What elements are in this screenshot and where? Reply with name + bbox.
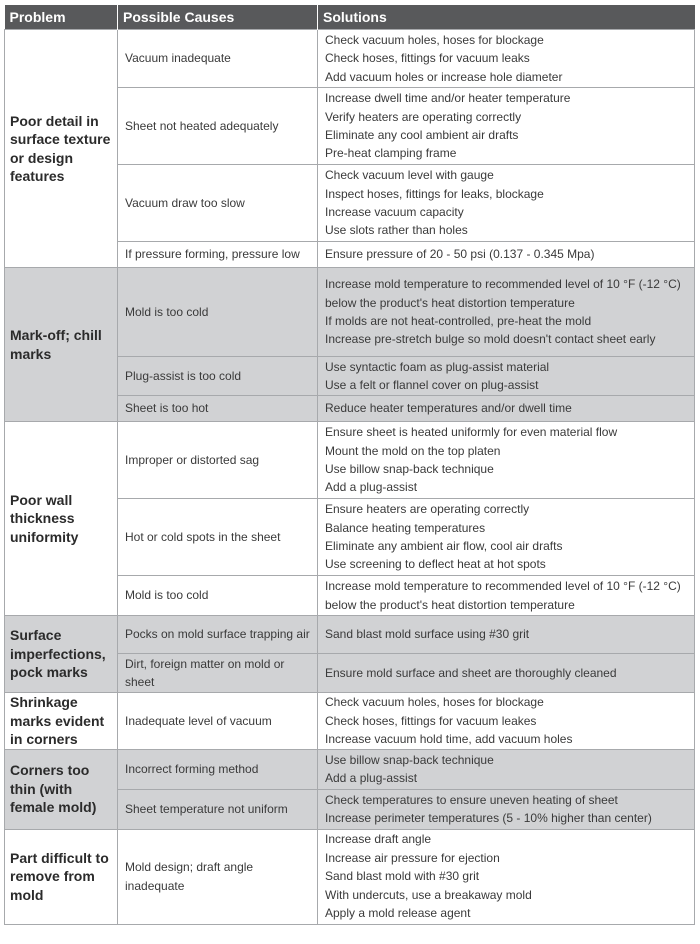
solution-line: Add vacuum holes or increase hole diameter	[325, 69, 563, 84]
solution-line: Verify heaters are operating correctly	[325, 109, 522, 124]
solution-line: Apply a mold release agent	[325, 906, 471, 921]
solution-line: Ensure heaters are operating correctly	[325, 502, 530, 517]
solution-line: Ensure pressure of 20 - 50 psi (0.137 - 0.345 Mpa)	[325, 247, 595, 262]
cause-cell: Vacuum draw too slow	[118, 165, 318, 242]
solution-line: Pre-heat clamping frame	[325, 146, 457, 161]
cause-cell: Mold is too cold	[118, 268, 318, 357]
problem-cell: Shrinkage marks evident in corners	[5, 693, 118, 750]
solution-line: Use billow snap-back technique	[325, 462, 494, 476]
solution-line: Ensure mold surface and sheet are thoroughly cleaned	[325, 665, 617, 680]
solutions-cell	[318, 789, 695, 829]
cause-cell: Improper or distorted sag	[118, 422, 318, 499]
solution-line: Check vacuum holes, hoses for blockage	[325, 32, 544, 47]
solution-line: Use a felt or flannel cover on plug-assist	[325, 378, 539, 392]
cause-cell: Sheet temperature not uniform	[118, 789, 318, 829]
solution-line: Balance heating temperatures	[325, 520, 486, 535]
solution-line: Increase dwell time and/or heater temperature	[325, 91, 571, 106]
solutions-cell	[318, 165, 695, 242]
solutions-cell	[318, 30, 695, 88]
solutions-cell	[318, 88, 695, 165]
cause-cell: Mold design; draft angle inadequate	[118, 829, 318, 924]
solutions-cell	[318, 499, 695, 576]
header-problem: Problem	[5, 5, 118, 30]
solution-line: Check hoses, fittings for vacuum leaks	[325, 51, 530, 66]
solution-line: Increase vacuum hold time, add vacuum holes	[325, 731, 573, 746]
solution-line: Inspect hoses, fittings for leaks, blockage	[325, 186, 544, 201]
table-row	[5, 30, 695, 88]
problem-cell: Poor detail in surface texture or design features	[5, 30, 118, 268]
problem-cell: Surface imperfections, pock marks	[5, 616, 118, 693]
solution-line: Use syntactic foam as plug-assist material	[325, 359, 550, 374]
solution-line: Ensure sheet is heated uniformly for even material flow	[325, 425, 618, 440]
troubleshooting-table-container	[4, 5, 694, 925]
solution-line: Increase mold temperature to recommended level of 10 °F (-12 °C)	[325, 579, 681, 594]
solution-line: Sand blast mold surface using #30 grit	[325, 627, 530, 642]
solutions-cell	[318, 268, 695, 357]
cause-cell: Vacuum inadequate	[118, 30, 318, 88]
table-body	[5, 30, 695, 925]
solutions-cell	[318, 829, 695, 924]
solution-line: Increase draft angle	[325, 832, 432, 847]
solutions-cell	[318, 422, 695, 499]
solution-line: Use slots rather than holes	[325, 223, 468, 238]
solution-line: Increase mold temperature to recommended level of 10 °F (-12 °C)	[325, 277, 681, 292]
problem-cell: Part difficult to remove from mold	[5, 829, 118, 924]
solution-line: Eliminate any cool ambient air drafts	[325, 128, 519, 142]
table-row	[5, 616, 695, 654]
solution-line: Sand blast mold with #30 grit	[325, 869, 480, 884]
table-row	[5, 693, 695, 750]
solution-line: Eliminate any ambient air flow, cool air drafts	[325, 539, 563, 553]
header-solutions: Solutions	[318, 5, 695, 30]
solutions-cell	[318, 616, 695, 654]
solutions-cell	[318, 576, 695, 616]
header-possible-causes: Possible Causes	[118, 5, 318, 30]
problem-cell: Mark-off; chill marks	[5, 268, 118, 422]
problem-cell: Corners too thin (with female mold)	[5, 749, 118, 829]
cause-cell: Mold is too cold	[118, 576, 318, 616]
troubleshooting-table	[4, 5, 695, 925]
solution-line: If molds are not heat-controlled, pre-heat the mold	[325, 314, 592, 328]
solution-line: With undercuts, use a breakaway mold	[325, 887, 532, 902]
table-row	[5, 749, 695, 789]
cause-cell: Pocks on mold surface trapping air	[118, 616, 318, 654]
cause-cell: If pressure forming, pressure low	[118, 242, 318, 268]
solution-line: Check temperatures to ensure uneven heating of sheet	[325, 792, 618, 807]
cause-cell: Incorrect forming method	[118, 749, 318, 789]
solution-line: Use billow snap-back technique	[325, 752, 494, 767]
cause-cell: Sheet is too hot	[118, 396, 318, 422]
table-row	[5, 422, 695, 499]
solution-line: Increase vacuum capacity	[325, 205, 464, 219]
solution-line: Mount the mold on the top platen	[325, 443, 501, 458]
solution-line: Check vacuum level with gauge	[325, 168, 494, 183]
cause-cell: Sheet not heated adequately	[118, 88, 318, 165]
solution-line: below the product's heat distortion temperature	[325, 295, 575, 310]
solutions-cell	[318, 396, 695, 422]
solutions-cell	[318, 693, 695, 750]
solution-line: Use screening to deflect heat at hot spots	[325, 557, 546, 572]
solution-line: Add a plug-assist	[325, 771, 418, 785]
problem-cell: Poor wall thickness uniformity	[5, 422, 118, 616]
solution-line: Increase pre-stretch bulge so mold doesn't contact sheet early	[325, 332, 656, 347]
solution-line: Increase perimeter temperatures (5 - 10% higher than center)	[325, 811, 652, 825]
table-header	[5, 5, 695, 30]
table-row	[5, 829, 695, 924]
cause-cell: Hot or cold spots in the sheet	[118, 499, 318, 576]
solutions-cell	[318, 654, 695, 693]
solution-line: Increase air pressure for ejection	[325, 850, 500, 865]
cause-cell: Dirt, foreign matter on mold or sheet	[118, 654, 318, 693]
cause-cell: Inadequate level of vacuum	[118, 693, 318, 750]
table-row	[5, 268, 695, 357]
cause-cell: Plug-assist is too cold	[118, 357, 318, 396]
solution-line: below the product's heat distortion temperature	[325, 597, 575, 612]
solutions-cell	[318, 357, 695, 396]
solutions-cell	[318, 242, 695, 268]
solution-line: Add a plug-assist	[325, 480, 418, 495]
solution-line: Reduce heater temperatures and/or dwell time	[325, 401, 572, 416]
solution-line: Check hoses, fittings for vacuum leakes	[325, 713, 537, 728]
solution-line: Check vacuum holes, hoses for blockage	[325, 695, 544, 710]
solutions-cell	[318, 749, 695, 789]
